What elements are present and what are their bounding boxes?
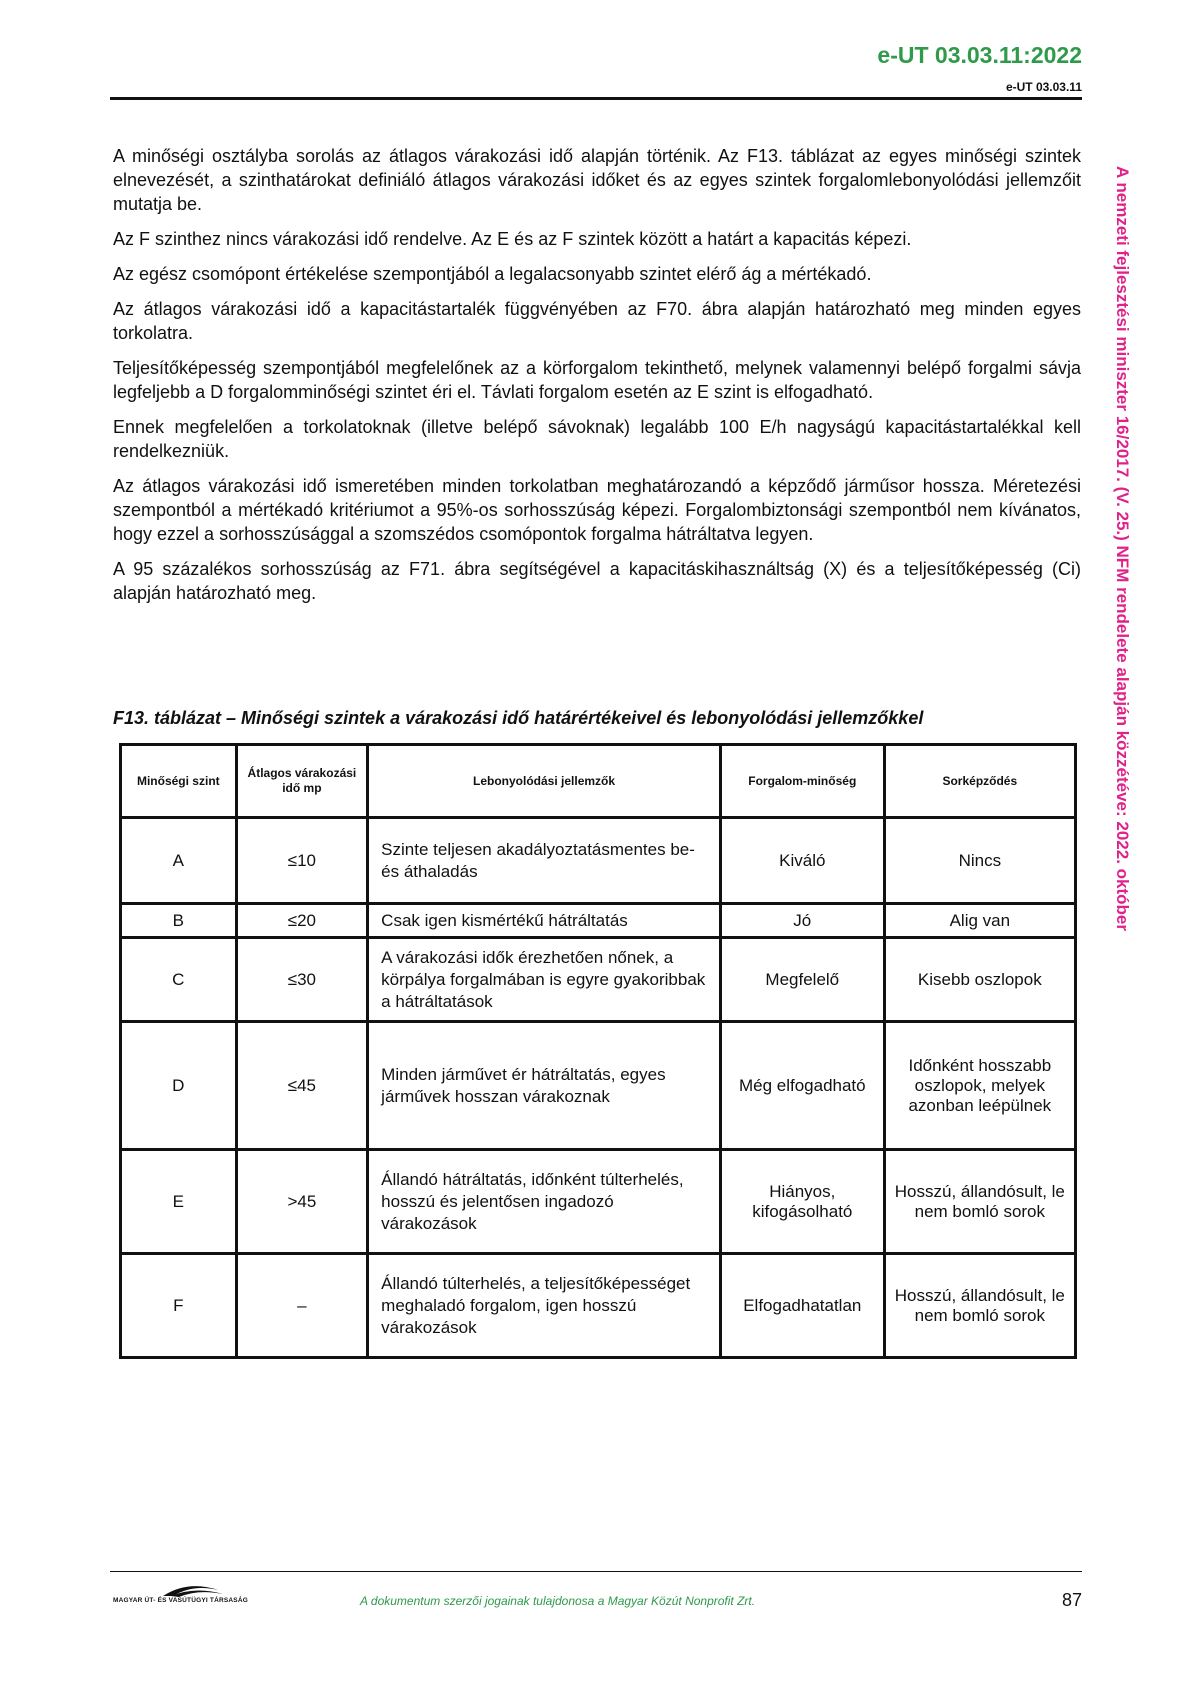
table-row	[121, 938, 1076, 1022]
table-header-row	[121, 745, 1076, 818]
cell-queue: Kisebb oszlopok	[884, 938, 1075, 1022]
header-divider	[110, 97, 1082, 100]
table-row	[121, 1022, 1076, 1150]
header-level: Minőségi szint	[121, 745, 237, 818]
cell-queue: Alig van	[884, 904, 1075, 938]
header-characteristics: Lebonyolódási jellemzők	[368, 745, 721, 818]
cell-quality: Megfelelő	[720, 938, 884, 1022]
cell-quality: Még elfogadható	[720, 1022, 884, 1150]
cell-level: F	[121, 1254, 237, 1358]
cell-queue: Időnként hosszabb oszlopok, melyek azonban leépülnek	[884, 1022, 1075, 1150]
cell-wait: >45	[236, 1150, 368, 1254]
cell-wait: ≤45	[236, 1022, 368, 1150]
cell-quality: Hiányos, kifogásolható	[720, 1150, 884, 1254]
cell-desc: Csak igen kismértékű hátráltatás	[368, 904, 721, 938]
header-queue-formation: Sorképződés	[884, 745, 1075, 818]
paragraph: Az átlagos várakozási idő a kapacitástartalék függvényében az F70. ábra alapján határozható meg minden egyes torkolatra.	[113, 299, 1081, 343]
footer-divider	[110, 1571, 1082, 1572]
document-code: e-UT 03.03.11:2022	[877, 42, 1082, 68]
cell-level: C	[121, 938, 237, 1022]
cell-level: E	[121, 1150, 237, 1254]
cell-desc: Minden járművet ér hátráltatás, egyes járművek hosszan várakoznak	[368, 1022, 721, 1150]
cell-desc: Szinte teljesen akadályoztatásmentes be- és áthaladás	[368, 818, 721, 904]
cell-wait: ≤20	[236, 904, 368, 938]
table-row	[121, 904, 1076, 938]
document-code-small: e-UT 03.03.11	[1005, 80, 1082, 94]
cell-wait: –	[236, 1254, 368, 1358]
table-row	[121, 1254, 1076, 1358]
cell-quality: Jó	[720, 904, 884, 938]
body-text	[113, 144, 1081, 616]
paragraph: Ennek megfelelően a torkolatoknak (illetve belépő sávoknak) legalább 100 E/h nagyságú kapacitástartalékkal kell rendelkezniük.	[113, 417, 1081, 461]
cell-level: D	[121, 1022, 237, 1150]
table-caption: F13. táblázat – Minőségi szintek a várakozási idő határértékeivel és lebonyolódási jellemzőkkel	[113, 708, 924, 728]
cell-desc: Állandó hátráltatás, időnként túlterhelés, hosszú és jelentősen ingadozó várakozások	[368, 1150, 721, 1254]
quality-level-table	[119, 743, 1077, 1359]
paragraph: Az átlagos várakozási idő ismeretében minden torkolatban meghatározandó a képződő járműsor hossza. Méretezési szempontból a mértékadó kritériumot a 95%-os sorhosszúság képezi. Forgalombiztonsági szempontból nem kívánatos, hogy ezzel a sorhosszúsággal a szomszédos csomópontok forgalma hátráltatva legyen.	[113, 476, 1081, 544]
cell-wait: ≤10	[236, 818, 368, 904]
cell-queue: Hosszú, állandósult, le nem bomló sorok	[884, 1150, 1075, 1254]
table-row	[121, 818, 1076, 904]
cell-queue: Hosszú, állandósult, le nem bomló sorok	[884, 1254, 1075, 1358]
cell-wait: ≤30	[236, 938, 368, 1022]
publication-side-note: A nemzeti fejlesztési miniszter 16/2017. (V. 25.) NFM rendelete alapján közzétéve: 2022. október	[1113, 166, 1132, 931]
cell-quality: Elfogadhatatlan	[720, 1254, 884, 1358]
paragraph: Teljesítőképesség szempontjából megfelelőnek az a körforgalom tekinthető, melynek valamennyi belépő forgalmi sávja legfeljebb a D forgalomminőségi szintet éri el. Távlati forgalom esetén az E szint is elfogadható.	[113, 358, 1081, 402]
page-number: 87	[1061, 1590, 1082, 1610]
header-traffic-quality: Forgalom-minőség	[720, 745, 884, 818]
cell-desc: Állandó túlterhelés, a teljesítőképességet meghaladó forgalom, igen hosszú várakozások	[368, 1254, 721, 1358]
cell-queue: Nincs	[884, 818, 1075, 904]
paragraph: A 95 százalékos sorhosszúság az F71. ábra segítségével a kapacitáskihasználtság (X) és a teljesítőképesség (Ci) alapján határozható meg.	[113, 559, 1081, 603]
cell-level: B	[121, 904, 237, 938]
paragraph: A minőségi osztályba sorolás az átlagos várakozási idő alapján történik. Az F13. táblázat az egyes minőségi szintek elnevezését, a szinthatárokat definiáló átlagos várakozási időket és az egyes szintek forgalomlebonyolódási jellemzőit mutatja be.	[113, 146, 1081, 214]
copyright-notice: A dokumentum szerzői jogainak tulajdonosa a Magyar Közút Nonprofit Zrt.	[360, 1594, 756, 1608]
paragraph: Az egész csomópont értékelése szempontjából a legalacsonyabb szintet elérő ág a mértékadó.	[113, 264, 872, 284]
society-logo-text: MAGYAR ÚT- ÉS VASÚTÜGYI TÁRSASÁG	[113, 1597, 248, 1604]
cell-desc: A várakozási idők érezhetően nőnek, a körpálya forgalmában is egyre gyakoribbak a hátráltatások	[368, 938, 721, 1022]
header-wait-time: Átlagos várakozási idő mp	[236, 745, 368, 818]
cell-quality: Kiváló	[720, 818, 884, 904]
paragraph: Az F szinthez nincs várakozási idő rendelve. Az E és az F szintek között a határt a kapacitás képezi.	[113, 229, 912, 249]
table-row	[121, 1150, 1076, 1254]
cell-level: A	[121, 818, 237, 904]
